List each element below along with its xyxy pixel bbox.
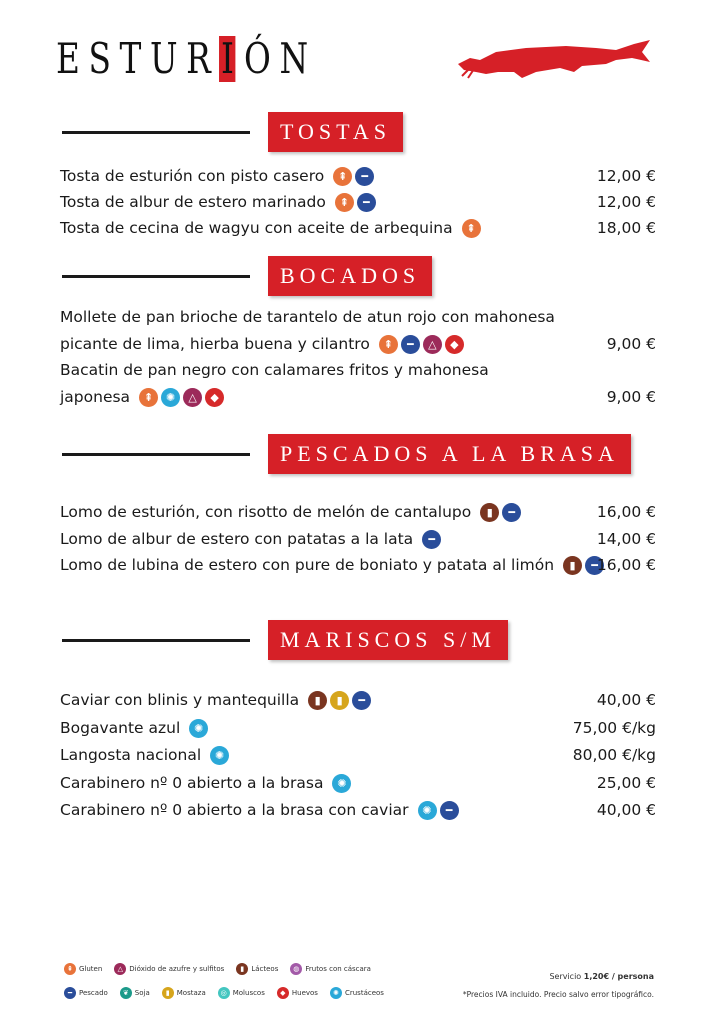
crust-allergen-icon: ✺	[332, 774, 351, 793]
pescado-allergen-icon: ━	[352, 691, 371, 710]
menu-item-name	[60, 305, 555, 329]
legend-label: Frutos con cáscara	[305, 965, 371, 973]
menu-item-name	[60, 500, 521, 524]
menu-item-price: 40,00 €	[596, 691, 656, 709]
huevos-allergen-icon: ◆	[205, 388, 224, 407]
menu-item	[60, 716, 656, 740]
menu-item	[60, 385, 656, 409]
menu-item	[60, 527, 656, 551]
pescado-allergen-icon: ━	[355, 167, 374, 186]
menu-item-label: Mollete de pan brioche de tarantelo de atun rojo con mahonesa	[60, 308, 555, 326]
allergen-icons	[422, 530, 441, 549]
pescado-allergen-icon: ━	[502, 503, 521, 522]
moluscos-allergen-icon: ◎	[218, 987, 230, 999]
section-rule	[62, 131, 250, 134]
section-title: PESCADOS A LA BRASA	[268, 434, 631, 474]
pescado-allergen-icon: ━	[357, 193, 376, 212]
crust-allergen-icon: ✺	[210, 746, 229, 765]
menu-item-price: 12,00 €	[596, 193, 656, 211]
allergen-icons	[139, 388, 224, 407]
legend-label: Huevos	[291, 989, 318, 997]
pescado-allergen-icon: ━	[64, 987, 76, 999]
allergen-icons	[462, 219, 481, 238]
sturgeon-icon	[456, 38, 652, 82]
mostaza-allergen-icon: ▮	[162, 987, 174, 999]
legend-item	[162, 987, 206, 999]
legend-item	[330, 987, 384, 999]
menu-item-label: Caviar con blinis y mantequilla	[60, 691, 300, 709]
section-rule	[62, 453, 250, 456]
menu-item-name	[60, 216, 481, 240]
menu-item-label: Bacatin de pan negro con calamares fritos y mahonesa	[60, 361, 489, 379]
pescado-allergen-icon: ━	[401, 335, 420, 354]
section-title: MARISCOS S/M	[268, 620, 508, 660]
frutos-allergen-icon: ◍	[290, 963, 302, 975]
menu-item-label: Tosta de albur de estero marinado	[60, 193, 326, 211]
pescado-allergen-icon: ━	[585, 556, 604, 575]
allergen-legend-row-1	[64, 963, 379, 975]
menu-item	[60, 305, 656, 329]
section-title: TOSTAS	[268, 112, 403, 152]
menu-item-label: picante de lima, hierba buena y cilantro	[60, 335, 370, 353]
menu-item-label: Tosta de cecina de wagyu con aceite de arbequina	[60, 219, 453, 237]
legend-label: Lácteos	[251, 965, 279, 973]
legend-label: Soja	[134, 989, 150, 997]
gluten-allergen-icon: ⇞	[379, 335, 398, 354]
legend-item	[218, 987, 265, 999]
gluten-allergen-icon: ⇞	[139, 388, 158, 407]
service-charge	[549, 972, 654, 981]
sulfitos-allergen-icon: △	[423, 335, 442, 354]
gluten-allergen-icon: ⇞	[333, 167, 352, 186]
allergen-legend-row-2	[64, 987, 392, 999]
menu-item	[60, 500, 656, 524]
crust-allergen-icon: ✺	[418, 801, 437, 820]
menu-item-price: 9,00 €	[606, 388, 656, 406]
menu-item-name	[60, 716, 208, 740]
brand-logo	[56, 36, 317, 82]
menu-item	[60, 771, 656, 795]
menu-item-name	[60, 771, 351, 795]
menu-item-price: 18,00 €	[596, 219, 656, 237]
lacteos-allergen-icon: ▮	[308, 691, 327, 710]
section-header	[0, 256, 724, 296]
menu-item-name	[60, 688, 371, 712]
price-note: *Precios IVA incluido. Precio salvo error tipográfico.	[462, 990, 654, 999]
legend-item	[114, 963, 224, 975]
menu-item-price: 40,00 €	[596, 801, 656, 819]
menu-item	[60, 743, 656, 767]
menu-item	[60, 798, 656, 822]
sulfitos-allergen-icon: △	[183, 388, 202, 407]
legend-item	[290, 963, 371, 975]
menu-item	[60, 553, 656, 577]
menu-item-price: 80,00 €/kg	[572, 746, 656, 764]
crust-allergen-icon: ✺	[189, 719, 208, 738]
menu-item-label: Lomo de esturión, con risotto de melón de cantalupo	[60, 503, 472, 521]
lacteos-allergen-icon: ▮	[563, 556, 582, 575]
legend-item	[64, 987, 108, 999]
allergen-icons	[418, 801, 459, 820]
menu-item-label: Carabinero nº 0 abierto a la brasa con caviar	[60, 801, 409, 819]
section-header	[0, 620, 724, 660]
legend-label: Mostaza	[176, 989, 206, 997]
menu-item-label: Lomo de lubina de estero con pure de boniato y patata al limón	[60, 556, 555, 574]
pescado-allergen-icon: ━	[422, 530, 441, 549]
menu-item	[60, 190, 656, 214]
pescado-allergen-icon: ━	[440, 801, 459, 820]
allergen-icons	[335, 193, 376, 212]
allergen-icons	[308, 691, 371, 710]
lacteos-allergen-icon: ▮	[236, 963, 248, 975]
sulfitos-allergen-icon: △	[114, 963, 126, 975]
menu-item-name	[60, 798, 459, 822]
brand-name-left: ESTUR	[56, 34, 220, 83]
menu-item-price: 12,00 €	[596, 167, 656, 185]
service-label: Servicio	[549, 972, 582, 981]
menu-item	[60, 332, 656, 356]
section-rule	[62, 275, 250, 278]
menu-item-name	[60, 164, 374, 188]
soja-allergen-icon: ❦	[120, 987, 132, 999]
legend-item	[120, 987, 150, 999]
menu-item-price: 16,00 €	[596, 503, 656, 521]
menu-item-label: Tosta de esturión con pisto casero	[60, 167, 325, 185]
menu-item-name	[60, 332, 464, 356]
menu-item-name	[60, 527, 441, 551]
service-value: 1,20€ / persona	[583, 972, 654, 981]
menu-item-name	[60, 190, 376, 214]
allergen-icons	[189, 719, 208, 738]
menu-item-label: Carabinero nº 0 abierto a la brasa	[60, 774, 324, 792]
menu-item-name	[60, 385, 224, 409]
menu-item-price: 25,00 €	[596, 774, 656, 792]
section-header	[0, 112, 724, 152]
allergen-icons	[379, 335, 464, 354]
menu-item	[60, 688, 656, 712]
menu-item	[60, 358, 656, 382]
legend-item	[277, 987, 318, 999]
huevos-allergen-icon: ◆	[445, 335, 464, 354]
menu-item-price: 9,00 €	[606, 335, 656, 353]
section-rule	[62, 639, 250, 642]
menu-item-label: Langosta nacional	[60, 746, 202, 764]
huevos-allergen-icon: ◆	[277, 987, 289, 999]
section-title: BOCADOS	[268, 256, 432, 296]
crust-allergen-icon: ✺	[161, 388, 180, 407]
crust-allergen-icon: ✺	[330, 987, 342, 999]
gluten-allergen-icon: ⇞	[462, 219, 481, 238]
menu-item-price: 75,00 €/kg	[572, 719, 656, 737]
legend-label: Dióxido de azufre y sulfitos	[129, 965, 225, 973]
gluten-allergen-icon: ⇞	[335, 193, 354, 212]
menu-item	[60, 216, 656, 240]
menu-item-label: Bogavante azul	[60, 719, 181, 737]
allergen-icons	[210, 746, 229, 765]
menu-item-name	[60, 743, 229, 767]
allergen-icons	[332, 774, 351, 793]
legend-item	[64, 963, 102, 975]
menu-item-label: japonesa	[60, 388, 131, 406]
mostaza-allergen-icon: ▮	[330, 691, 349, 710]
legend-item	[236, 963, 278, 975]
allergen-icons	[480, 503, 521, 522]
legend-label: Gluten	[79, 965, 103, 973]
brand-name-right: ÓN	[244, 34, 317, 83]
legend-label: Pescado	[79, 989, 108, 997]
menu-item-name	[60, 553, 604, 577]
section-header	[0, 434, 724, 474]
menu-item-price: 16,00 €	[596, 556, 656, 574]
menu-item	[60, 164, 656, 188]
allergen-icons	[333, 167, 374, 186]
legend-label: Crustáceos	[344, 989, 384, 997]
menu-item-price: 14,00 €	[596, 530, 656, 548]
gluten-allergen-icon: ⇞	[64, 963, 76, 975]
menu-item-name	[60, 358, 489, 382]
brand-name-mark: I	[220, 34, 234, 83]
menu-item-label: Lomo de albur de estero con patatas a la lata	[60, 530, 414, 548]
lacteos-allergen-icon: ▮	[480, 503, 499, 522]
legend-label: Moluscos	[232, 989, 265, 997]
